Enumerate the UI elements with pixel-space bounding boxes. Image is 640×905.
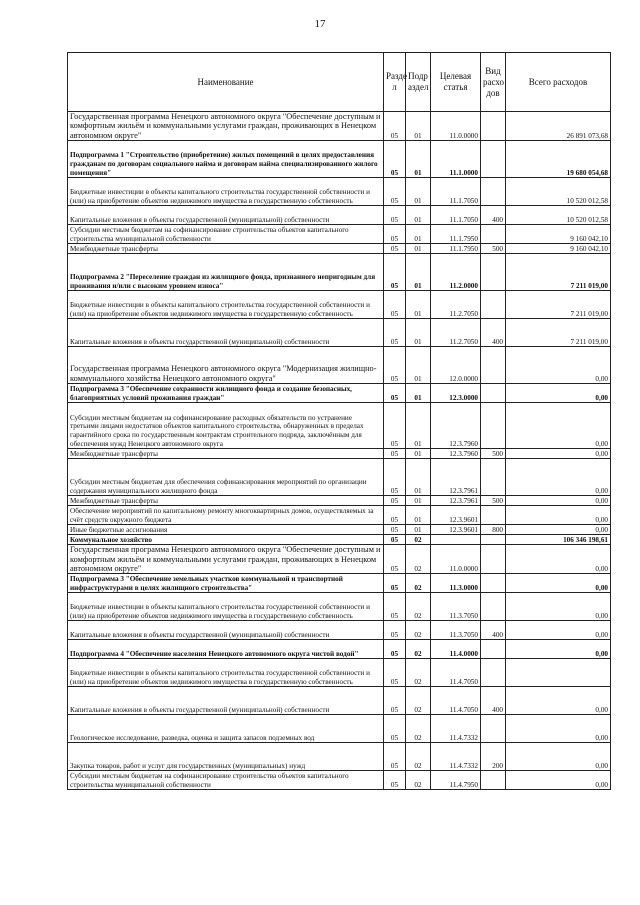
table-row xyxy=(68,593,611,621)
row-target: 11.4.7332 xyxy=(431,743,481,771)
table-row xyxy=(68,525,611,535)
row-type xyxy=(481,347,506,384)
row-amount: 0,00 xyxy=(506,687,611,715)
row-subsection: 02 xyxy=(406,640,431,659)
row-subsection: 01 xyxy=(406,254,431,291)
row-type xyxy=(481,640,506,659)
row-subsection: 01 xyxy=(406,291,431,319)
row-amount: 0,00 xyxy=(506,743,611,771)
row-target: 11.3.0000 xyxy=(431,574,481,593)
row-subsection: 02 xyxy=(406,545,431,574)
row-name: Подпрограмма 3 "Обеспечение сохранности жилищного фонда и создание безопасных, благоприятных условий проживания граждан" xyxy=(68,384,384,403)
row-subsection: 02 xyxy=(406,687,431,715)
row-amount: 106 346 198,61 xyxy=(506,535,611,545)
header-section: Разде л xyxy=(384,53,406,112)
table-row xyxy=(68,659,611,687)
header-target: Целевая статья xyxy=(431,53,481,112)
row-name: Бюджетные инвестиции в объекты капитального строительства государственной собственности и (или) на приобретение объектов недвижимого имущества в государственную собственность xyxy=(68,659,384,687)
row-name: Субсидии местным бюджетам на софинансирование строительства объектов капитального строительства муниципальной собственности xyxy=(68,771,384,790)
table-row xyxy=(68,574,611,593)
table-row xyxy=(68,771,611,790)
row-type xyxy=(481,545,506,574)
row-name: Межбюджетные трансферты xyxy=(68,244,384,254)
row-name: Государственная программа Ненецкого автономного округа "Обеспечение доступным и комфортным жильём и коммунальными услугами граждан, проживающих в Ненецком автономном округе" xyxy=(68,545,384,574)
row-section: 05 xyxy=(384,715,406,743)
table-row xyxy=(68,178,611,206)
row-subsection: 02 xyxy=(406,574,431,593)
row-type xyxy=(481,225,506,244)
table-row xyxy=(68,347,611,384)
row-name: Бюджетные инвестиции в объекты капитального строительства государственной собственности и (или) на приобретение объектов недвижимого имущества в государственную собственность xyxy=(68,291,384,319)
row-type xyxy=(481,574,506,593)
table-row xyxy=(68,254,611,291)
row-subsection: 01 xyxy=(406,384,431,403)
row-target: 12.3.7960 xyxy=(431,449,481,459)
row-type xyxy=(481,178,506,206)
row-subsection: 02 xyxy=(406,659,431,687)
row-target: 12.3.7961 xyxy=(431,496,481,506)
row-type xyxy=(481,771,506,790)
row-section: 05 xyxy=(384,178,406,206)
row-target: 11.4.7332 xyxy=(431,715,481,743)
row-subsection: 01 xyxy=(406,178,431,206)
row-type: 500 xyxy=(481,244,506,254)
row-amount: 0,00 xyxy=(506,574,611,593)
header-name: Наименование xyxy=(68,53,384,112)
row-section: 05 xyxy=(384,244,406,254)
table-row xyxy=(68,384,611,403)
row-subsection: 02 xyxy=(406,715,431,743)
row-type: 400 xyxy=(481,319,506,347)
row-subsection: 01 xyxy=(406,225,431,244)
row-section: 05 xyxy=(384,621,406,640)
row-amount: 0,00 xyxy=(506,593,611,621)
row-amount: 19 680 054,68 xyxy=(506,141,611,178)
table-row xyxy=(68,715,611,743)
row-subsection: 01 xyxy=(406,112,431,141)
row-section: 05 xyxy=(384,771,406,790)
row-type: 500 xyxy=(481,449,506,459)
row-name: Геологическое исследование, разведка, оценка и защита запасов подземных вод xyxy=(68,715,384,743)
row-section: 05 xyxy=(384,347,406,384)
row-target: 11.3.7050 xyxy=(431,621,481,640)
row-amount: 0,00 xyxy=(506,384,611,403)
row-subsection: 01 xyxy=(406,347,431,384)
row-name: Капитальные вложения в объекты государственной (муниципальной) собственности xyxy=(68,319,384,347)
header-subsection: Подр аздел xyxy=(406,53,431,112)
row-section: 05 xyxy=(384,112,406,141)
row-name: Капитальные вложения в объекты государственной (муниципальной) собственности xyxy=(68,687,384,715)
row-target: 11.4.7050 xyxy=(431,687,481,715)
row-subsection: 01 xyxy=(406,244,431,254)
row-name: Обеспечение мероприятий по капитальному ремонту многоквартирных домов, осуществляемых за счёт средств окружного бюджета xyxy=(68,506,384,525)
row-section: 05 xyxy=(384,449,406,459)
row-type xyxy=(481,112,506,141)
row-name: Бюджетные инвестиции в объекты капитального строительства государственной собственности и (или) на приобретение объектов недвижимого имущества в государственную собственность xyxy=(68,178,384,206)
row-amount: 10 520 012,58 xyxy=(506,206,611,225)
table-row xyxy=(68,403,611,449)
row-amount: 0,00 xyxy=(506,545,611,574)
row-subsection: 01 xyxy=(406,141,431,178)
row-subsection: 01 xyxy=(406,449,431,459)
row-name: Подпрограмма 4 "Обеспечение населения Ненецкого автономного округа чистой водой" xyxy=(68,640,384,659)
row-amount: 0,00 xyxy=(506,506,611,525)
row-type: 400 xyxy=(481,206,506,225)
table-row xyxy=(68,291,611,319)
row-type xyxy=(481,715,506,743)
table-row xyxy=(68,621,611,640)
row-target: 11.2.7050 xyxy=(431,291,481,319)
row-name: Субсидии местным бюджетам для обеспечения софинансирования мероприятий по организации содержания муниципального жилищного фонда xyxy=(68,459,384,496)
row-name: Межбюджетные трансферты xyxy=(68,449,384,459)
table-row xyxy=(68,319,611,347)
row-section: 05 xyxy=(384,384,406,403)
row-type: 400 xyxy=(481,621,506,640)
table-row xyxy=(68,640,611,659)
row-section: 05 xyxy=(384,593,406,621)
table-row xyxy=(68,449,611,459)
row-target: 11.4.7950 xyxy=(431,771,481,790)
row-name: Субсидии местным бюджетам на софинансирование расходных обязательств по устранение третьими лицами недостатков объектов капитального строительства, обнаруженных в пределах гарантийного срока по государственным контрактам строительного подряда, заключённым для обеспечения нужд Ненецкого автономного округа xyxy=(68,403,384,449)
row-target: 11.1.7950 xyxy=(431,225,481,244)
row-section: 05 xyxy=(384,225,406,244)
row-target: 11.1.7950 xyxy=(431,244,481,254)
row-section: 05 xyxy=(384,254,406,291)
row-name: Подпрограмма 3 "Обеспечение земельных участков коммунальной и транспортной инфраструктурами в целях жилищного строительства" xyxy=(68,574,384,593)
row-name: Капитальные вложения в объекты государственной (муниципальной) собственности xyxy=(68,621,384,640)
row-subsection: 02 xyxy=(406,771,431,790)
table-row xyxy=(68,687,611,715)
row-section: 05 xyxy=(384,743,406,771)
row-name: Государственная программа Ненецкого автономного округа "Модернизация жилищно-коммунального хозяйства Ненецкого автономного округа" xyxy=(68,347,384,384)
row-amount: 0,00 xyxy=(506,621,611,640)
row-name: Субсидии местным бюджетам на софинансирование строительства объектов капитального строительства муниципальной собственности xyxy=(68,225,384,244)
row-target: 11.1.0000 xyxy=(431,141,481,178)
row-subsection: 01 xyxy=(406,459,431,496)
row-amount: 9 160 042,10 xyxy=(506,225,611,244)
row-name: Закупка товаров, работ и услуг для государственных (муниципальных) нужд xyxy=(68,743,384,771)
row-type: 800 xyxy=(481,525,506,535)
row-target: 11.1.7050 xyxy=(431,178,481,206)
row-name: Подпрограмма 2 "Переселение граждан из жилищного фонда, признанного непригодным для проживания и/или с высоким уровнем износа" xyxy=(68,254,384,291)
table-header-row xyxy=(68,53,611,112)
table-row xyxy=(68,506,611,525)
row-type: 200 xyxy=(481,743,506,771)
row-section: 05 xyxy=(384,459,406,496)
row-target: 12.0.0000 xyxy=(431,347,481,384)
row-amount: 0,00 xyxy=(506,640,611,659)
row-amount: 0,00 xyxy=(506,347,611,384)
row-amount: 0,00 xyxy=(506,496,611,506)
table-row xyxy=(68,535,611,545)
row-amount: 0,00 xyxy=(506,525,611,535)
row-type xyxy=(481,403,506,449)
row-target: 12.3.9601 xyxy=(431,525,481,535)
row-section: 05 xyxy=(384,535,406,545)
row-section: 05 xyxy=(384,319,406,347)
header-total: Всего расходов xyxy=(506,53,611,112)
row-section: 05 xyxy=(384,659,406,687)
row-amount: 0,00 xyxy=(506,403,611,449)
row-amount: 9 160 042,10 xyxy=(506,244,611,254)
row-section: 05 xyxy=(384,496,406,506)
row-target: 11.3.7050 xyxy=(431,593,481,621)
row-amount: 7 211 019,00 xyxy=(506,319,611,347)
row-type: 400 xyxy=(481,687,506,715)
row-target: 11.0.0000 xyxy=(431,545,481,574)
row-subsection: 01 xyxy=(406,506,431,525)
row-type xyxy=(481,459,506,496)
row-target: 12.3.0000 xyxy=(431,384,481,403)
header-type: Вид расхо дов xyxy=(481,53,506,112)
row-type xyxy=(481,593,506,621)
row-amount: 7 211 019,00 xyxy=(506,254,611,291)
row-type xyxy=(481,535,506,545)
row-amount: 0,00 xyxy=(506,449,611,459)
row-subsection: 02 xyxy=(406,621,431,640)
table-row xyxy=(68,206,611,225)
row-amount: 0,00 xyxy=(506,715,611,743)
table-row xyxy=(68,141,611,178)
row-amount: 0,00 xyxy=(506,459,611,496)
row-target: 11.0.0000 xyxy=(431,112,481,141)
row-target: 11.2.0000 xyxy=(431,254,481,291)
row-name: Межбюджетные трансферты xyxy=(68,496,384,506)
table-row xyxy=(68,244,611,254)
row-subsection: 01 xyxy=(406,206,431,225)
row-section: 05 xyxy=(384,640,406,659)
row-subsection: 01 xyxy=(406,525,431,535)
row-section: 05 xyxy=(384,141,406,178)
row-target: 11.2.7050 xyxy=(431,319,481,347)
row-target xyxy=(431,535,481,545)
row-amount: 7 211 019,00 xyxy=(506,291,611,319)
row-type xyxy=(481,384,506,403)
row-name: Государственная программа Ненецкого автономного округа "Обеспечение доступным и комфортным жильём и коммунальными услугами граждан, проживающих в Ненецком автономном округе" xyxy=(68,112,384,141)
table-row xyxy=(68,545,611,574)
row-type xyxy=(481,506,506,525)
row-target: 12.3.7961 xyxy=(431,459,481,496)
row-type xyxy=(481,291,506,319)
row-name: Бюджетные инвестиции в объекты капитального строительства государственной собственности и (или) на приобретение объектов недвижимого имущества в государственную собственность xyxy=(68,593,384,621)
row-subsection: 02 xyxy=(406,535,431,545)
page-number: 17 xyxy=(314,18,326,30)
row-section: 05 xyxy=(384,545,406,574)
row-name: Капитальные вложения в объекты государственной (муниципальной) собственности xyxy=(68,206,384,225)
row-type xyxy=(481,659,506,687)
table-row xyxy=(68,225,611,244)
row-section: 05 xyxy=(384,687,406,715)
row-amount: 0,00 xyxy=(506,771,611,790)
table-row xyxy=(68,743,611,771)
table-row xyxy=(68,459,611,496)
row-amount xyxy=(506,659,611,687)
row-amount: 26 891 073,68 xyxy=(506,112,611,141)
row-section: 05 xyxy=(384,206,406,225)
row-type xyxy=(481,141,506,178)
row-subsection: 02 xyxy=(406,593,431,621)
row-name: Коммунальное хозяйство xyxy=(68,535,384,545)
budget-table xyxy=(67,52,611,790)
table-row xyxy=(68,496,611,506)
row-subsection: 01 xyxy=(406,319,431,347)
row-section: 05 xyxy=(384,574,406,593)
row-subsection: 01 xyxy=(406,403,431,449)
row-section: 05 xyxy=(384,525,406,535)
row-amount: 10 520 012,58 xyxy=(506,178,611,206)
row-subsection: 01 xyxy=(406,496,431,506)
row-section: 05 xyxy=(384,506,406,525)
row-section: 05 xyxy=(384,403,406,449)
row-type: 500 xyxy=(481,496,506,506)
row-type xyxy=(481,254,506,291)
row-name: Иные бюджетные ассигнования xyxy=(68,525,384,535)
row-target: 12.3.7960 xyxy=(431,403,481,449)
row-name: Подпрограмма 1 "Строительство (приобретение) жилых помещений в целях предоставления гражданам по договорам социального найма и договорам найма специализированного жилого помещения" xyxy=(68,141,384,178)
row-target: 12.3.9601 xyxy=(431,506,481,525)
row-target: 11.4.7050 xyxy=(431,659,481,687)
row-subsection: 02 xyxy=(406,743,431,771)
row-target: 11.1.7050 xyxy=(431,206,481,225)
table-row xyxy=(68,112,611,141)
row-target: 11.4.0000 xyxy=(431,640,481,659)
row-section: 05 xyxy=(384,291,406,319)
